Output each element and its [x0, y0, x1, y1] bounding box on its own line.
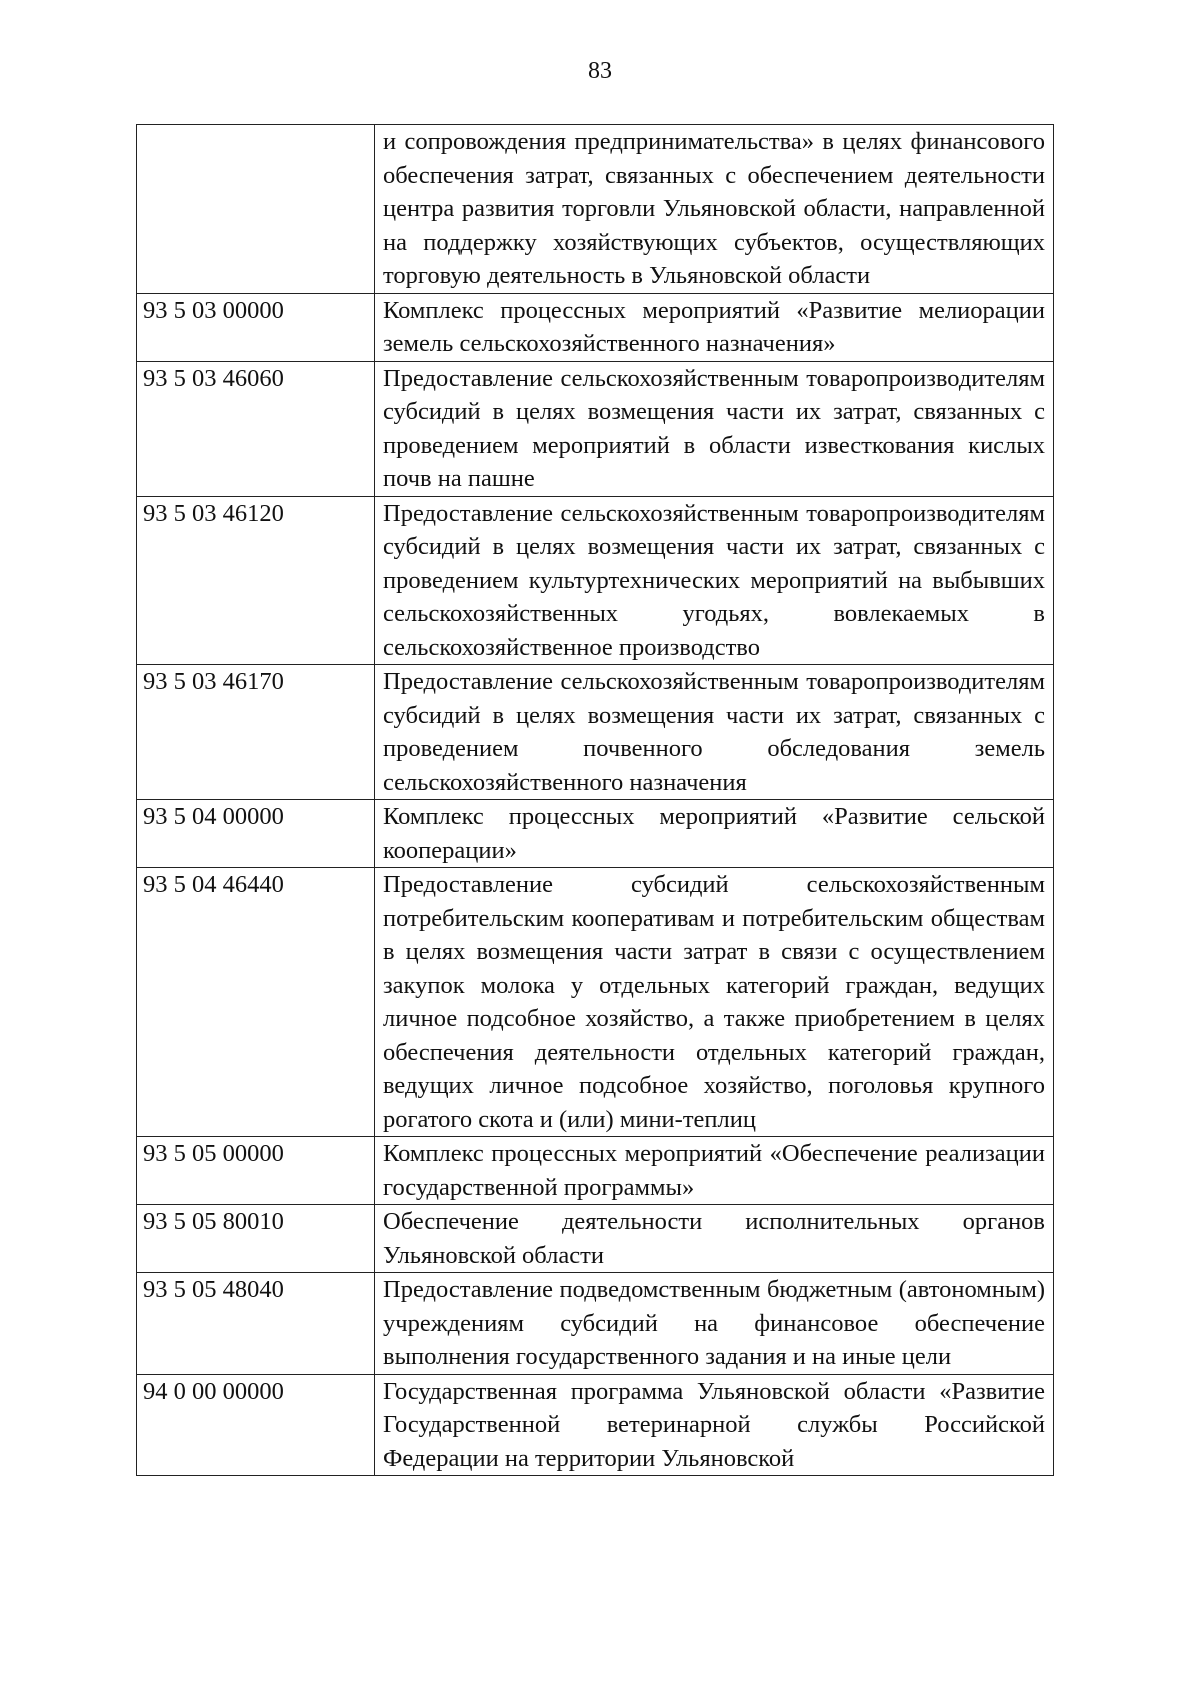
description-cell: Комплекс процессных мероприятий «Развитие сельской кооперации»: [375, 800, 1054, 868]
table-row: [137, 665, 1054, 800]
table-row: [137, 1205, 1054, 1273]
description-cell: Предоставление подведомственным бюджетным (автономным) учреждениям субсидий на финансовое обеспечение выполнения государственного задания и на иные цели: [375, 1273, 1054, 1375]
table-row: [137, 293, 1054, 361]
table-row: [137, 361, 1054, 496]
page-number: 83: [588, 58, 612, 84]
description-cell: Предоставление сельскохозяйственным товаропроизводителям субсидий в целях возмещения части их затрат, связанных с проведением культуртехнических мероприятий на выбывших сельскохозяйственных угодьях, вовлекаемых в сельскохозяйственное производство: [375, 496, 1054, 665]
code-cell: 93 5 05 48040: [137, 1273, 375, 1375]
description-cell: Предоставление сельскохозяйственным товаропроизводителям субсидий в целях возмещения части их затрат, связанных с проведением мероприятий в области известкования кислых почв на пашне: [375, 361, 1054, 496]
table-row: [137, 125, 1054, 294]
table-row: [137, 800, 1054, 868]
table-row: [137, 1273, 1054, 1375]
description-cell: Комплекс процессных мероприятий «Развитие мелиорации земель сельскохозяйственного назначения»: [375, 293, 1054, 361]
description-cell: Предоставление субсидий сельскохозяйственным потребительским кооперативам и потребительским обществам в целях возмещения части затрат в связи с осуществлением закупок молока у отдельных категорий граждан, ведущих личное подсобное хозяйство, а также приобретением в целях обеспечения деятельности отдельных категорий граждан, ведущих личное подсобное хозяйство, поголовья крупного рогатого скота и (или) мини-теплиц: [375, 868, 1054, 1137]
code-cell: 93 5 03 46170: [137, 665, 375, 800]
table-row: [137, 868, 1054, 1137]
code-cell: 94 0 00 00000: [137, 1374, 375, 1476]
code-cell: 93 5 04 00000: [137, 800, 375, 868]
code-cell: [137, 125, 375, 294]
description-cell: Комплекс процессных мероприятий «Обеспечение реализации государственной программы»: [375, 1137, 1054, 1205]
description-cell: и сопровождения предпринимательства» в целях финансового обеспечения затрат, связанных с обеспечением деятельности центра развития торговли Ульяновской области, направленной на поддержку хозяйствующих субъектов, осуществляющих торговую деятельность в Ульяновской области: [375, 125, 1054, 294]
code-cell: 93 5 04 46440: [137, 868, 375, 1137]
table-row: [137, 1374, 1054, 1476]
code-cell: 93 5 05 00000: [137, 1137, 375, 1205]
code-cell: 93 5 03 00000: [137, 293, 375, 361]
description-cell: Государственная программа Ульяновской области «Развитие Государственной ветеринарной службы Российской Федерации на территории Ульяновской: [375, 1374, 1054, 1476]
code-cell: 93 5 03 46120: [137, 496, 375, 665]
table-row: [137, 496, 1054, 665]
budget-codes-table: [136, 124, 1054, 1476]
code-cell: 93 5 03 46060: [137, 361, 375, 496]
table-row: [137, 1137, 1054, 1205]
code-cell: 93 5 05 80010: [137, 1205, 375, 1273]
description-cell: Обеспечение деятельности исполнительных органов Ульяновской области: [375, 1205, 1054, 1273]
description-cell: Предоставление сельскохозяйственным товаропроизводителям субсидий в целях возмещения части их затрат, связанных с проведением почвенного обследования земель сельскохозяйственного назначения: [375, 665, 1054, 800]
